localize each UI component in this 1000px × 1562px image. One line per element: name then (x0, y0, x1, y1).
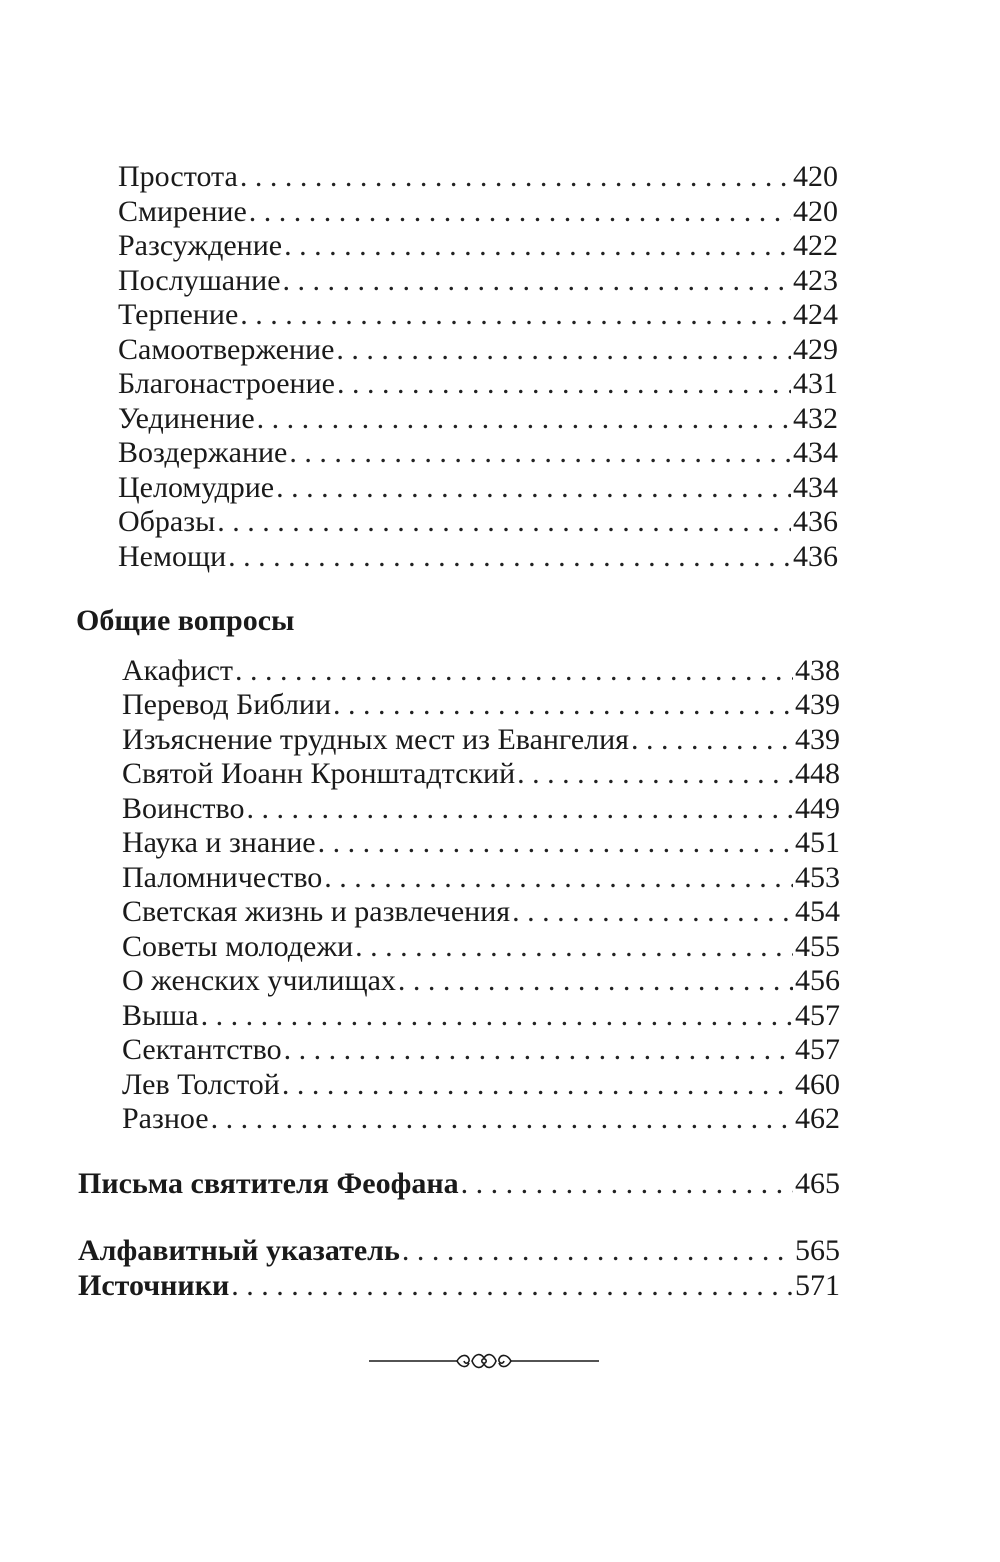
dot-leader (333, 688, 793, 722)
entry-label: Смирение (118, 195, 247, 228)
toc-entry (122, 1068, 840, 1102)
toc-entry (118, 298, 838, 332)
toc-entry (118, 264, 838, 298)
dot-leader (240, 298, 791, 332)
entry-label: Воздержание (118, 436, 288, 469)
dot-leader (512, 895, 793, 929)
entry-label: Выша (122, 999, 199, 1032)
dot-leader (201, 999, 793, 1033)
entry-label: Немощи (118, 540, 227, 573)
entry-label: Простота (118, 160, 238, 193)
entry-label: Перевод Библии (122, 688, 332, 721)
toc-entry (122, 826, 840, 860)
toc-entry-main (78, 1167, 840, 1201)
dot-leader (402, 1234, 793, 1268)
entry-label: Терпение (118, 298, 239, 331)
dot-leader (283, 264, 791, 298)
toc-entry (118, 333, 838, 367)
entry-page: 457 (795, 999, 840, 1032)
toc-entry (118, 436, 838, 470)
toc-entry (122, 861, 840, 895)
entry-label: Источники (78, 1269, 230, 1302)
entry-page: 436 (793, 540, 838, 573)
dot-leader (211, 1102, 793, 1136)
toc-entry (118, 160, 838, 194)
entry-label: О женских училищах (122, 964, 396, 997)
toc-entry (118, 540, 838, 574)
entry-page: 420 (793, 160, 838, 193)
entry-label: Акафист (122, 654, 234, 687)
dot-leader (631, 723, 793, 757)
entry-label: Наука и знание (122, 826, 316, 859)
entry-page: 460 (795, 1068, 840, 1101)
entry-label: Алфавитный указатель (78, 1234, 400, 1267)
entry-label: Благонастроение (118, 367, 335, 400)
dot-leader (235, 654, 793, 688)
entry-label: Лев Толстой (122, 1068, 280, 1101)
section-heading: Общие вопросы (76, 604, 295, 637)
dot-leader (276, 471, 791, 505)
entry-page: 448 (795, 757, 840, 790)
entry-page: 455 (795, 930, 840, 963)
entry-label: Самоотвержение (118, 333, 335, 366)
dot-leader (240, 160, 791, 194)
entry-label: Целомудрие (118, 471, 275, 504)
toc-entry (122, 1102, 840, 1136)
entry-label: Письма святителя Феофана (78, 1167, 459, 1200)
toc-entry (118, 471, 838, 505)
entry-page: 420 (793, 195, 838, 228)
toc-entry (122, 792, 840, 826)
entry-label: Святой Иоанн Кронштадтский (122, 757, 516, 790)
entry-label: Разсуждение (118, 229, 283, 262)
entry-page: 439 (795, 688, 840, 721)
dot-leader (217, 505, 791, 539)
toc-entry (122, 688, 840, 722)
entry-page: 422 (793, 229, 838, 262)
dot-leader (398, 964, 793, 998)
toc-entry (122, 930, 840, 964)
toc-entry (118, 402, 838, 436)
entry-page: 424 (793, 298, 838, 331)
entry-page: 434 (793, 471, 838, 504)
toc-entry (118, 505, 838, 539)
entry-label: Изъяснение трудных мест из Евангелия (122, 723, 629, 756)
toc-entry (118, 229, 838, 263)
toc-entry (122, 964, 840, 998)
dot-leader (284, 229, 791, 263)
dot-leader (461, 1167, 793, 1201)
dot-leader (289, 436, 791, 470)
dot-leader (355, 930, 793, 964)
entry-page: 465 (795, 1167, 840, 1200)
entry-label: Разное (122, 1102, 209, 1135)
toc-entry-main (78, 1234, 840, 1268)
entry-label: Уединение (118, 402, 255, 435)
entry-page: 436 (793, 505, 838, 538)
entry-page: 449 (795, 792, 840, 825)
entry-page: 453 (795, 861, 840, 894)
entry-page: 456 (795, 964, 840, 997)
entry-page: 431 (793, 367, 838, 400)
toc-entry (122, 654, 840, 688)
entry-label: Советы молодежи (122, 930, 354, 963)
entry-page: 454 (795, 895, 840, 928)
dot-leader (336, 333, 791, 367)
entry-page: 571 (795, 1269, 840, 1302)
dot-leader (257, 402, 791, 436)
entry-label: Светская жизнь и развлечения (122, 895, 511, 928)
entry-page: 423 (793, 264, 838, 297)
entry-label: Образы (118, 505, 216, 538)
entry-label: Послушание (118, 264, 281, 297)
toc-entry (122, 999, 840, 1033)
dot-leader (337, 367, 791, 401)
dot-leader (517, 757, 793, 791)
toc-entry (122, 757, 840, 791)
entry-page: 434 (793, 436, 838, 469)
entry-page: 565 (795, 1234, 840, 1267)
dot-leader (284, 1033, 793, 1067)
entry-page: 432 (793, 402, 838, 435)
entry-page: 457 (795, 1033, 840, 1066)
dot-leader (324, 861, 793, 895)
entry-page: 451 (795, 826, 840, 859)
toc-entry (122, 1033, 840, 1067)
dot-leader (249, 195, 791, 229)
dot-leader (228, 540, 791, 574)
dot-leader (282, 1068, 793, 1102)
toc-entry (122, 895, 840, 929)
ornament-divider (369, 1345, 599, 1377)
entry-label: Воинство (122, 792, 245, 825)
toc-entry (122, 723, 840, 757)
dot-leader (231, 1269, 793, 1303)
entry-page: 438 (795, 654, 840, 687)
entry-page: 439 (795, 723, 840, 756)
toc-entry (118, 367, 838, 401)
toc-entry-main (78, 1269, 840, 1303)
entry-page: 462 (795, 1102, 840, 1135)
dot-leader (318, 826, 793, 860)
toc-entry (118, 195, 838, 229)
entry-label: Сектантство (122, 1033, 282, 1066)
dot-leader (247, 792, 793, 826)
entry-label: Паломничество (122, 861, 323, 894)
entry-page: 429 (793, 333, 838, 366)
